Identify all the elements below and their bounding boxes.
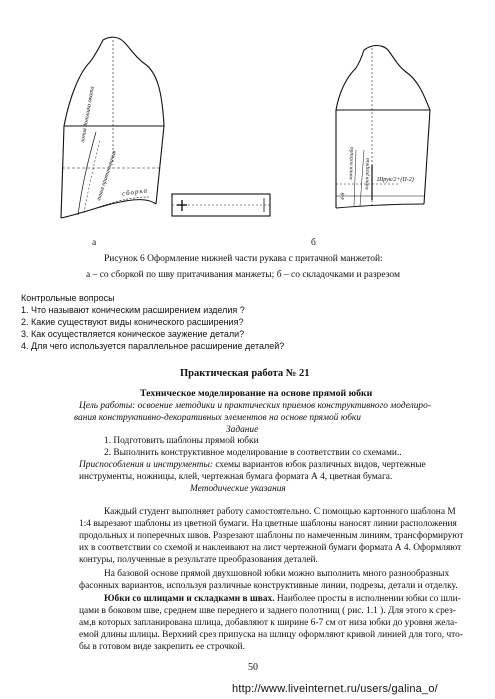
questions-heading: Контрольные вопросы — [21, 293, 115, 303]
sleeve-pattern-figure — [0, 0, 495, 250]
paragraph-line: контуры, полученные в результате преобразования деталей. — [79, 555, 318, 565]
paragraph-line: емой длины шлицы. Верхний срез припуска на шлицу оформляют кривой линией для того, что- — [79, 630, 463, 640]
tools-label: Приспособления и инструменты: — [79, 460, 214, 470]
tools-line-1 — [79, 460, 426, 470]
paragraph-line: Каждый студент выполняет работу самостоятельно. С помощью картонного шаблона М — [104, 507, 456, 517]
paragraph-line: На базовой основе прямой двухшовной юбки можно выполнить много разнообразных — [104, 569, 450, 579]
sleeve-drawing-a — [61, 37, 164, 218]
goal-text: освоение методики и практических приемов конструктивного моделиро- — [137, 401, 431, 411]
figure-label-b: б — [311, 238, 316, 248]
tools-text: схемы вариантов юбок различных видов, чертежные — [215, 460, 426, 470]
goal-line-1 — [79, 401, 431, 411]
paragraph-line: ам,в которых запланирована шлица, добавляют к ширине 6-7 см от низа юбки до уровня жела- — [79, 618, 458, 628]
figure-caption-line-2: а – со сборкой по шву притачивания манжеты; б – со складочками и разрезом — [86, 270, 400, 280]
right-formula: Шрук/2+(П-2) — [377, 177, 414, 183]
paragraph-line: продольных и поперечных швов. Разрезают шаблоны по намеченным линиям, трансформируют — [79, 531, 464, 541]
task-item: 2. Выполнить конструктивное моделирование в соответствии со схемами.. — [104, 448, 402, 458]
right-mark: 4-8 — [340, 192, 347, 201]
source-url[interactable]: http://www.liveinternet.ru/users/galina_o/ — [232, 683, 438, 695]
sleeve-drawing-b — [336, 46, 430, 209]
task-heading: Задание — [226, 425, 259, 435]
figure-caption-line-1: Рисунок 6 Оформление нижней части рукава с притачной манжетой: — [104, 254, 383, 264]
paragraph-line: цами в боковом шве, среднем шве переднего и заднего полотнищ ( рис. 1.1 ). Для этого к срез- — [79, 606, 456, 616]
left-annotation: линия донышка оката — [80, 86, 96, 144]
practical-subtitle: Техническое моделирование на основе прямой юбки — [140, 388, 373, 399]
question-item: 2. Какие существуют виды конического расширения? — [21, 317, 244, 327]
task-item: 1. Подготовить шаблоны прямой юбки — [104, 436, 259, 446]
cuff-drawing — [172, 194, 270, 216]
question-item: 3. Как осуществляется коническое заужение детали? — [21, 329, 245, 339]
gather-label: сборка — [121, 186, 149, 198]
paragraph-line: 1:4 вырезают шаблоны из цветной бумаги. На цветные шаблоны наносят линии расположения — [79, 519, 457, 529]
practical-title: Практическая работа № 21 — [180, 368, 310, 379]
paragraph-line: бы в готовом виде закрепить ее строчкой. — [79, 642, 245, 652]
paragraph-3-bold: Юбки со шлицами и складками в швах. — [104, 594, 275, 604]
figure-label-a: а — [92, 238, 97, 248]
paragraph-line: фасонных вариантов, используя различные конструктивные линии, подрезы, детали и отделку. — [79, 581, 458, 591]
goal-label: Цель работы: — [79, 401, 136, 411]
right-annotation: линия подгиба — [348, 146, 356, 181]
goal-line-2: вания конструктивно-декоративных элементов на основе прямой юбки — [74, 413, 361, 423]
question-item: 4. Для чего используется параллельное расширение деталей? — [21, 341, 285, 351]
tools-line-2: инструменты, ножницы, клей, чертежная бумага формата А 4, цветная бумага. — [79, 472, 393, 482]
paragraph-3-first: Наиболее просты в исполнении юбки со шли- — [274, 594, 461, 604]
paragraph-line: их в соответствии со схемой и наклеивают на лист чертежной бумаги формата А 4. Оформляют — [79, 543, 462, 553]
right-annotation-2: линия разреза — [364, 157, 372, 191]
question-item: 1. Что называют коническим расширением изделия ? — [21, 305, 245, 315]
method-heading: Методические указания — [190, 484, 286, 494]
page-number: 50 — [248, 662, 258, 673]
paragraph-line — [104, 594, 461, 604]
left-annotation-2: линия притачивания — [96, 150, 118, 202]
